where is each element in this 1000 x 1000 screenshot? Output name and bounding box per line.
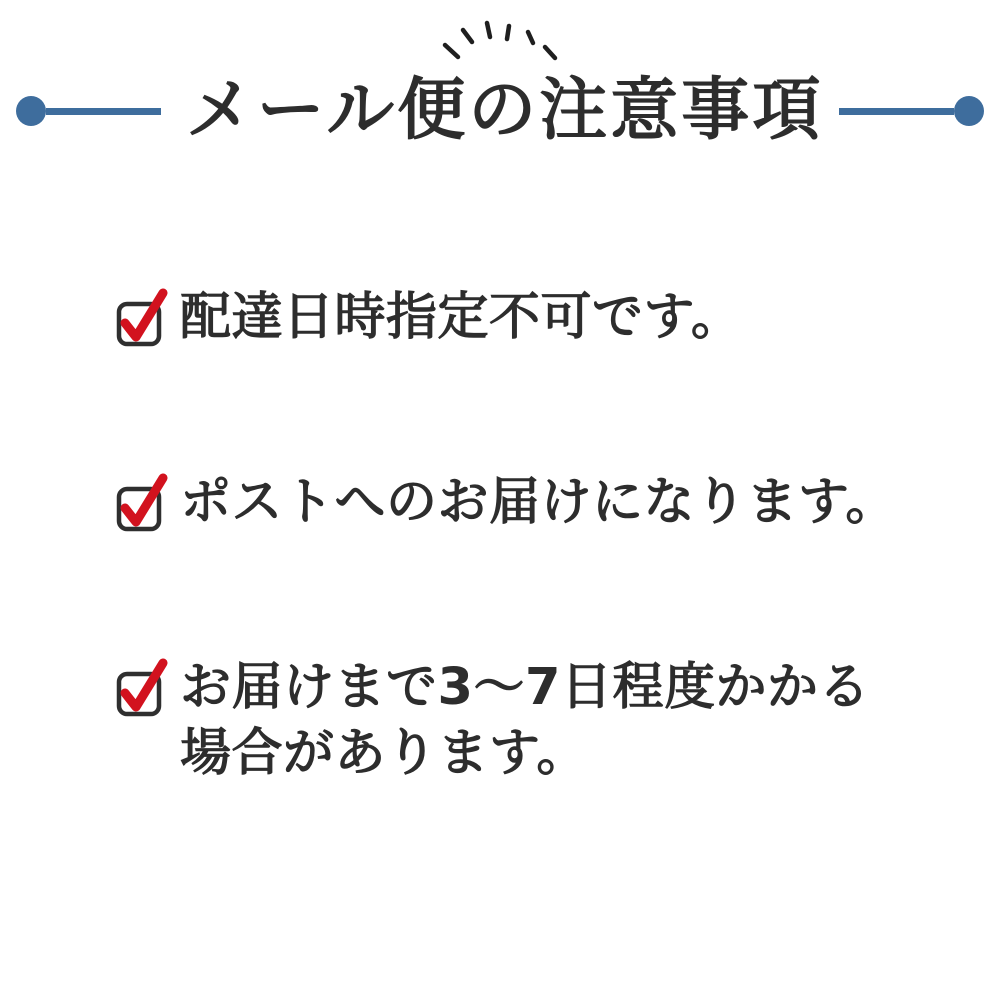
- checklist-item-line: お届けまで3〜7日程度かかる: [180, 658, 870, 717]
- checklist-item-line: 場合があります。: [180, 724, 588, 783]
- checklist-item-line: ポストへのお届けになります。: [180, 473, 897, 532]
- checklist-item-text: [180, 285, 742, 351]
- page-title: メール便の注意事項: [185, 71, 824, 150]
- burst-rays-icon: [440, 18, 560, 63]
- checklist-item-line: 配達日時指定不可です。: [180, 288, 743, 347]
- checked-checkbox-icon: [112, 654, 172, 718]
- checked-checkbox-icon: [112, 284, 172, 348]
- checklist-item-text: [180, 470, 897, 536]
- right-dot-icon: [954, 96, 984, 126]
- left-dot-icon: [16, 96, 46, 126]
- checklist-item: [112, 470, 897, 536]
- right-rule: [839, 108, 954, 115]
- checklist-item: [112, 285, 742, 351]
- title-row: [0, 71, 1000, 150]
- checked-checkbox-icon: [112, 469, 172, 533]
- checklist-item: [112, 655, 870, 787]
- checklist-item-text: [180, 655, 870, 787]
- left-rule: [46, 108, 161, 115]
